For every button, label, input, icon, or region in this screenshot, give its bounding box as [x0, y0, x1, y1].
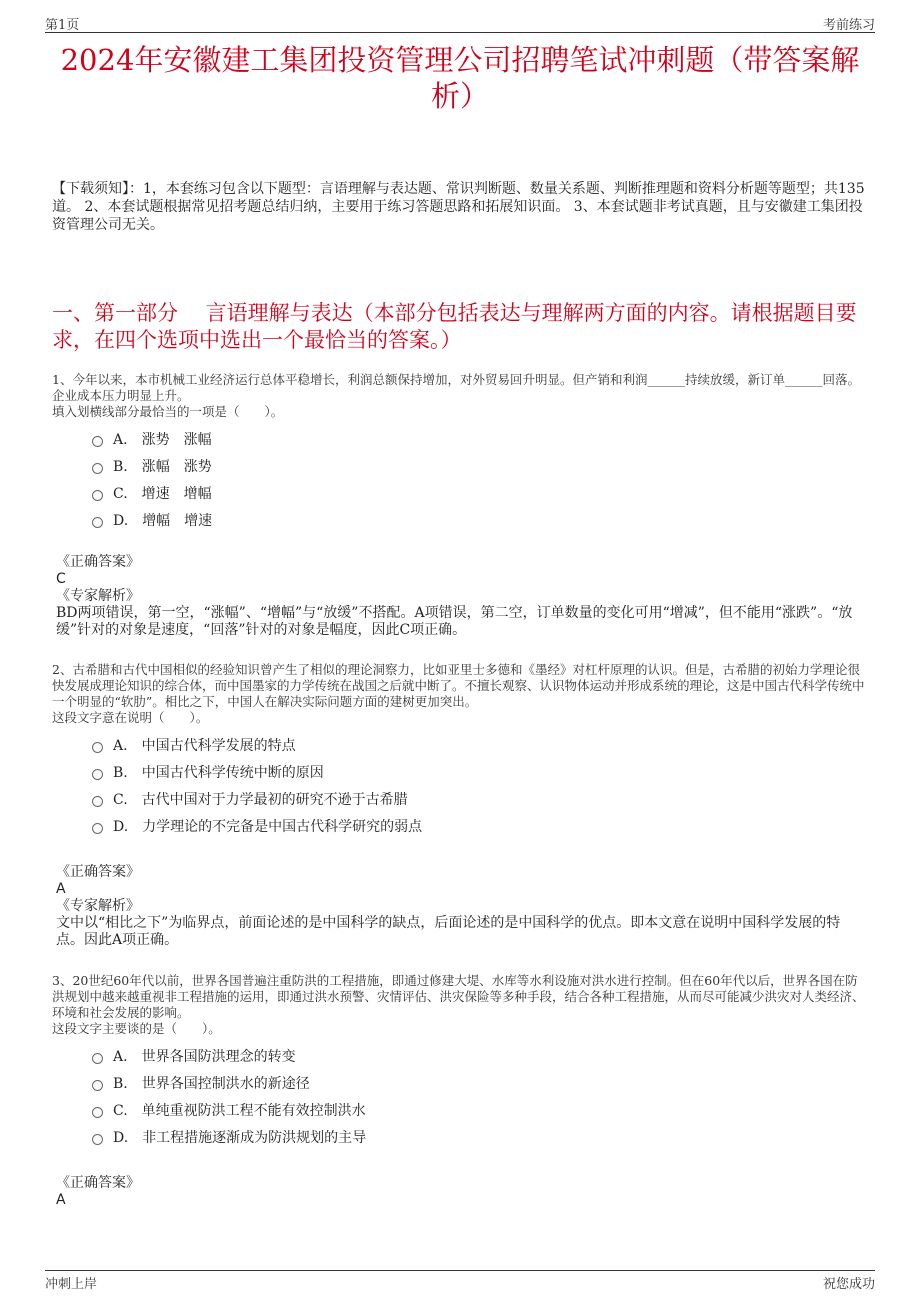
option-a[interactable]: A . 中国古代科学发展的特点	[92, 732, 868, 759]
answer-block-2	[56, 864, 860, 949]
question-prompt: 这段文字意在说明（ ）。	[52, 710, 209, 725]
correct-answer: A	[56, 1192, 66, 1208]
radio-icon[interactable]	[92, 463, 103, 474]
radio-icon[interactable]	[92, 769, 103, 780]
option-d[interactable]: D . 力学理论的不完备是中国古代科学研究的弱点	[92, 813, 868, 840]
radio-icon[interactable]	[92, 1053, 103, 1064]
answer-label: 《正确答案》	[56, 864, 140, 880]
question-prompt: 填入划横线部分最恰当的一项是（ ）。	[52, 404, 284, 419]
answer-block-1	[56, 554, 860, 639]
option-c[interactable]: C . 单纯重视防洪工程不能有效控制洪水	[92, 1097, 868, 1124]
option-c[interactable]: C . 古代中国对于力学最初的研究不逊于古希腊	[92, 786, 868, 813]
correct-answer: C	[56, 571, 66, 587]
radio-icon[interactable]	[92, 796, 103, 807]
question-3	[52, 973, 868, 1151]
option-d[interactable]: D . 非工程措施逐渐成为防洪规划的主导	[92, 1124, 868, 1151]
page-header	[45, 12, 875, 33]
footer-left-text: 冲刺上岸	[45, 1277, 98, 1292]
radio-icon[interactable]	[92, 823, 103, 834]
answer-block-3	[56, 1175, 860, 1209]
option-list	[92, 1043, 868, 1151]
option-a[interactable]: A . 涨势 涨幅	[92, 426, 868, 453]
question-2	[52, 662, 868, 840]
analysis-label: 《专家解析》	[56, 588, 140, 604]
question-prompt: 这段文字主要谈的是（ ）。	[52, 1021, 221, 1036]
option-a[interactable]: A . 世界各国防洪理念的转变	[92, 1043, 868, 1070]
answer-label: 《正确答案》	[56, 554, 140, 570]
radio-icon[interactable]	[92, 742, 103, 753]
header-label: 考前练习	[822, 18, 875, 33]
page-footer	[45, 1270, 875, 1295]
answer-label: 《正确答案》	[56, 1175, 140, 1191]
document-title: 2024年安徽建工集团投资管理公司招聘笔试冲刺题（带答案解析）	[60, 43, 860, 113]
radio-icon[interactable]	[92, 490, 103, 501]
analysis-text: BD两项错误，第一空，“涨幅”、“增幅”与“放缓”不搭配。A项错误，第二空，订单数量的变化可用“增减”，但不能用“涨跌”。“放缓”针对的对象是速度，“回落”针对的对象是幅度，因此C项正确。	[56, 605, 853, 638]
option-c[interactable]: C . 增速 增幅	[92, 480, 868, 507]
option-b[interactable]: B . 中国古代科学传统中断的原因	[92, 759, 868, 786]
option-b[interactable]: B . 涨幅 涨势	[92, 453, 868, 480]
analysis-label: 《专家解析》	[56, 898, 140, 914]
radio-icon[interactable]	[92, 436, 103, 447]
radio-icon[interactable]	[92, 1107, 103, 1118]
section-title: 一、第一部分 言语理解与表达（本部分包括表达与理解两方面的内容。请根据题目要求，在四个选项中选出一个最恰当的答案。）	[52, 301, 857, 352]
download-notice: 【下载须知】：1，本套练习包含以下题型：言语理解与表达题、常识判断题、数量关系题、判断推理题和资料分析题等题型；共135道。 2、本套试题根据常见招考题总结归纳，主要用于练习答题思路和拓展知识面。 3、本套试题非考试真题，且与安徽建工集团投资管理公司无关。	[52, 181, 865, 233]
option-d[interactable]: D . 增幅 增速	[92, 507, 868, 534]
radio-icon[interactable]	[92, 1134, 103, 1145]
radio-icon[interactable]	[92, 517, 103, 528]
question-stem: 2、古希腊和古代中国相似的经验知识曾产生了相似的理论洞察力，比如亚里士多德和《墨经》对杠杆原理的认识。但是，古希腊的初始力学理论很快发展成理论知识的综合体，而中国墨家的力学传统在战国之后就中断了。不擅长观察、认识物体运动并形成系统的理论，这是中国古代科学传统中一个明显的“软肋”。相比之下，中国人在解决实际问题方面的建树更加突出。	[52, 662, 865, 709]
question-1	[52, 372, 868, 534]
question-stem: 3、20世纪60年代以前，世界各国普遍注重防洪的工程措施，即通过修建大堤、水库等水利设施对洪水进行控制。但在60年代以后，世界各国在防洪规划中越来越重视非工程措施的运用，即通过洪水预警、灾情评估、洪灾保险等多种手段，结合各种工程措施，从而尽可能减少洪灾对人类经济、环境和社会发展的影响。	[52, 973, 865, 1020]
option-list	[92, 732, 868, 840]
question-stem: 1、今年以来，本市机械工业经济运行总体平稳增长，利润总额保持增加，对外贸易回升明显。但产销和利润______持续放缓，新订单______回落。企业成本压力明显上升。	[52, 372, 860, 403]
correct-answer: A	[56, 881, 66, 897]
option-list	[92, 426, 868, 534]
analysis-text: 文中以“相比之下”为临界点，前面论述的是中国科学的缺点，后面论述的是中国科学的优点。即本文意在说明中国科学发展的特点。因此A项正确。	[56, 915, 841, 948]
radio-icon[interactable]	[92, 1080, 103, 1091]
footer-right-text: 祝您成功	[822, 1277, 875, 1292]
page-number: 第1页	[45, 18, 80, 33]
option-b[interactable]: B . 世界各国控制洪水的新途径	[92, 1070, 868, 1097]
